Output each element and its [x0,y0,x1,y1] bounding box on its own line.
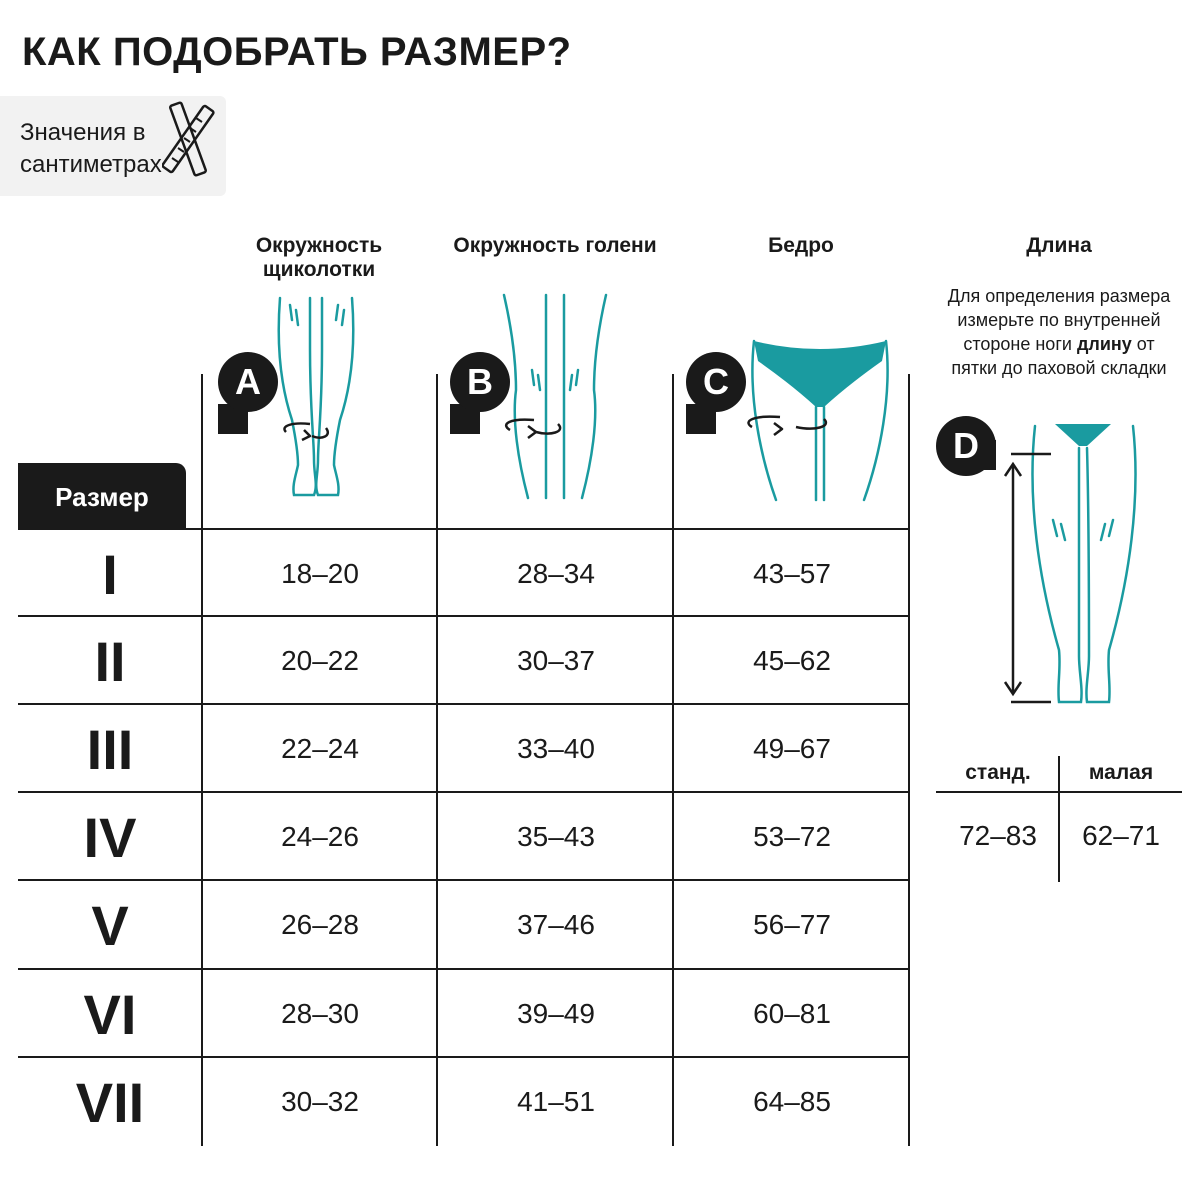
badge-a: A [218,352,278,412]
badge-d: D [936,416,996,476]
size-label: VI [83,982,137,1046]
thigh-value: 56–77 [753,909,831,940]
ankle-value: 24–26 [281,821,359,852]
size-label: II [94,629,126,693]
calf-value: 41–51 [517,1086,595,1117]
thigh-value: 45–62 [753,645,831,676]
length-description [946,284,1172,380]
length-standard-header: станд. [965,761,1031,784]
size-label: I [102,542,118,606]
thigh-value: 53–72 [753,821,831,852]
leg-length-icon [995,420,1145,715]
length-standard-value: 72–83 [959,820,1037,851]
length-small-header: малая [1088,761,1154,784]
thigh-value: 49–67 [753,733,831,764]
thigh-value: 43–57 [753,558,831,589]
ankle-value: 18–20 [281,558,359,589]
calf-column-header: Окружность голени [453,234,657,257]
calf-value: 37–46 [517,909,595,940]
calf-value: 30–37 [517,645,595,676]
size-label: IV [83,805,137,869]
size-label: III [86,717,134,781]
length-small-value: 62–71 [1082,820,1160,851]
ankle-column-header: Окружность щиколотки [255,234,383,281]
size-label: VII [75,1070,145,1134]
calf-value: 33–40 [517,733,595,764]
page-title: КАК ПОДОБРАТЬ РАЗМЕР? [22,30,572,74]
thigh-hips-icon [740,335,900,510]
badge-c: C [686,352,746,412]
length-description-text: Для определения размера измерьте по внутренней стороне ноги [947,286,1171,354]
size-column-header: Размер [18,463,186,529]
calf-value: 28–34 [517,558,595,589]
ankle-value: 26–28 [281,909,359,940]
ankle-value: 22–24 [281,733,359,764]
calf-value: 35–43 [517,821,595,852]
ankle-value: 20–22 [281,645,359,676]
ankle-value: 28–30 [281,998,359,1029]
ankle-value: 30–32 [281,1086,359,1117]
thigh-value: 60–81 [753,998,831,1029]
units-note: Значения в сантиметрах [20,119,162,178]
thigh-column-header: Бедро [768,234,834,257]
length-column-header: Длина [1026,234,1092,257]
length-description-tail: от пятки до паховой складки [951,334,1167,378]
calf-value: 39–49 [517,998,595,1029]
grid-line [1058,756,1060,882]
badge-b: B [450,352,510,412]
thigh-value: 64–85 [753,1086,831,1117]
size-label: V [91,893,129,957]
calf-legs-icon [490,290,620,510]
length-description-bold: длину [1076,334,1132,354]
ruler-icon [162,100,218,185]
